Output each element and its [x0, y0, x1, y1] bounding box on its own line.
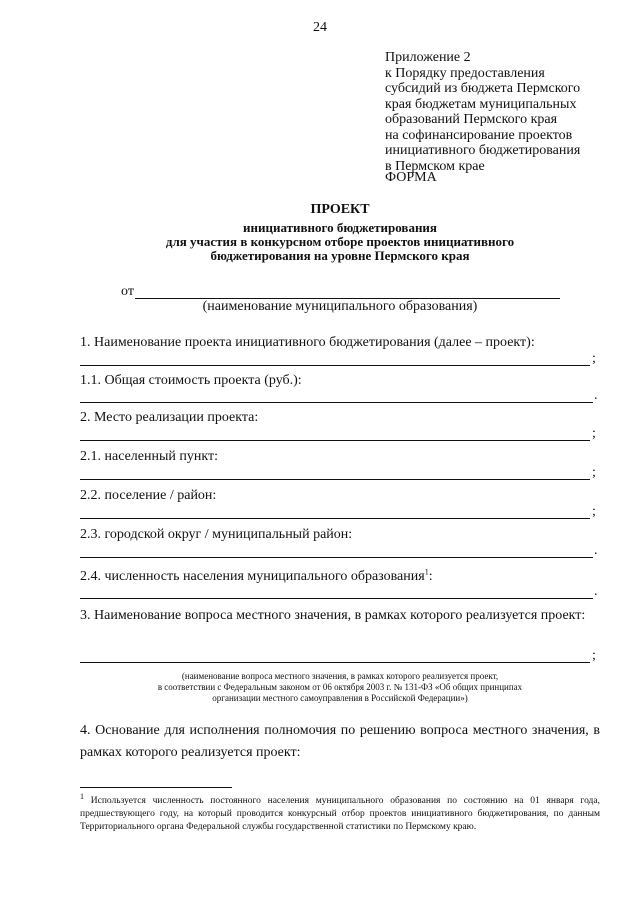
period: .	[594, 388, 598, 403]
semicolon: ;	[592, 426, 596, 441]
item-1-1-label: 1.1. Общая стоимость проекта (руб.):	[80, 373, 302, 388]
item-2-1-field[interactable]	[80, 479, 590, 480]
item-1-field[interactable]	[80, 365, 590, 366]
semicolon: ;	[592, 351, 596, 366]
item-2-4-colon: :	[428, 569, 433, 584]
item-2-4-label	[80, 567, 600, 587]
item-2-label: 2. Место реализации проекта:	[80, 410, 259, 425]
footnote-mark: 1	[80, 791, 84, 801]
footnote-ref: 1	[424, 567, 429, 577]
subtitle-line: инициативного бюджетирования	[243, 220, 437, 235]
item-2-3-field[interactable]	[80, 557, 593, 558]
form-label: ФОРМА	[385, 170, 437, 185]
item-4-label: 4. Основание для исполнения полномочия по решению вопроса местного значения, в рамках которого реализуется проект:	[80, 723, 600, 760]
subtitle-line: бюджетирования на уровне Пермского края	[210, 248, 470, 263]
page-number: 24	[313, 20, 327, 35]
from-label: от	[121, 284, 134, 299]
semicolon: ;	[592, 504, 596, 519]
item-2-1-label: 2.1. населенный пункт:	[80, 449, 218, 464]
annex-line: Приложение 2	[385, 50, 471, 65]
annex-line: субсидий из бюджета Пермского	[385, 81, 581, 96]
annex-line: на софинансирование проектов	[385, 127, 573, 143]
item-3-note	[110, 671, 570, 704]
item-3-label: 3. Наименование вопроса местного значения, в рамках которого реализуется проект:	[80, 608, 586, 623]
period: .	[594, 584, 598, 599]
semicolon: ;	[592, 648, 596, 663]
annex-line: края бюджетам муниципальных	[385, 96, 577, 112]
item-1-label: 1. Наименование проекта инициативного бюджетирования (далее – проект):	[80, 335, 535, 350]
municipality-caption: (наименование муниципального образования)	[202, 299, 478, 314]
annex-line: инициативного бюджетирования	[385, 143, 581, 158]
item-2-3-label: 2.3. городской округ / муниципальный район:	[80, 527, 353, 542]
footnote-rule	[80, 787, 232, 788]
footnote-text: Используется численность постоянного населения муниципального образования по состоянию на 01 января года, предшествующего году, на который проводится конкурсный отбор проектов инициативного бюджетирования, по данным Территориального органа Федеральной службы государственной статистики по Пермскому краю.	[80, 796, 600, 832]
annex-line: в Пермском крае	[385, 158, 485, 174]
document-title: ПРОЕКТ	[310, 202, 370, 217]
annex-line: к Порядку предоставления	[385, 65, 545, 81]
item-2-4-text: 2.4. численность населения муниципального образования	[80, 569, 425, 584]
note-line: (наименование вопроса местного значения, в рамках которого реализуется проект,	[181, 671, 499, 681]
subtitle-line: для участия в конкурсном отборе проектов инициативного	[165, 234, 515, 249]
item-2-field[interactable]	[80, 440, 590, 441]
item-2-4-field[interactable]	[80, 598, 593, 599]
period: .	[594, 543, 598, 558]
item-2-2-field[interactable]	[80, 518, 590, 519]
footnote	[80, 791, 600, 834]
semicolon: ;	[592, 465, 596, 480]
note-line: организации местного самоуправления в Российской Федерации»)	[212, 693, 468, 703]
annex-block	[385, 50, 625, 174]
note-line: в соответствии с Федеральным законом от 06 октября 2003 г. № 131-ФЗ «Об общих принципах	[157, 682, 523, 692]
item-3-field[interactable]	[80, 662, 590, 663]
item-1-1-field[interactable]	[80, 402, 593, 403]
annex-line: образований Пермского края	[385, 112, 558, 127]
item-2-2-label: 2.2. поселение / район:	[80, 488, 217, 503]
document-subtitle	[60, 221, 620, 263]
